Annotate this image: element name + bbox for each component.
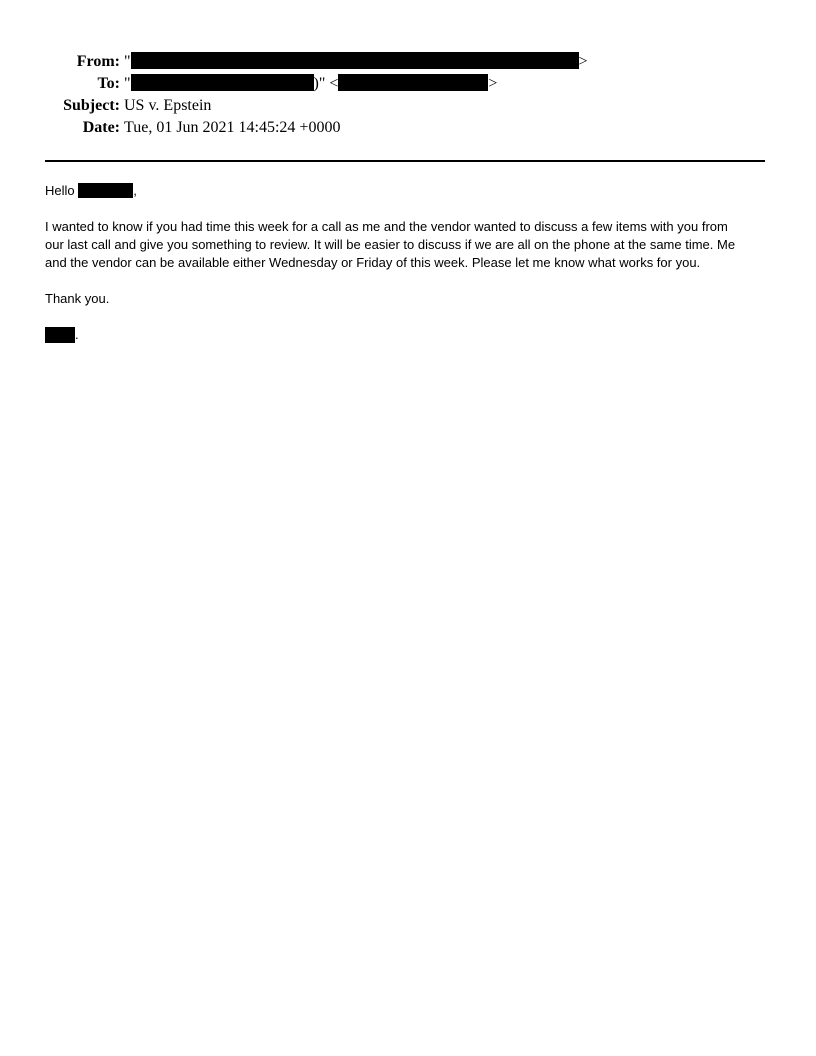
redaction-box — [338, 74, 488, 91]
date-value: Tue, 01 Jun 2021 14:45:24 +0000 — [124, 119, 341, 136]
to-prefix: " — [124, 75, 131, 92]
message-paragraph — [45, 218, 775, 272]
greeting — [45, 182, 775, 200]
subject-value: US v. Epstein — [124, 97, 212, 114]
redaction-box — [131, 52, 579, 69]
from-value — [124, 52, 588, 72]
signature — [45, 326, 775, 344]
to-value — [124, 74, 497, 94]
message-body — [45, 182, 775, 344]
signature-period: . — [75, 327, 79, 342]
redaction-box — [45, 327, 75, 343]
greeting-comma: , — [133, 183, 137, 198]
paragraph-line: I wanted to know if you had time this week for a call as me and the vendor wanted to discuss a few items with you from — [45, 219, 728, 234]
paragraph-line: our last call and give you something to review. It will be easier to discuss if we are all on the phone at the same time. Me — [45, 237, 736, 252]
subject-label: Subject: — [63, 97, 120, 114]
subject-row — [0, 96, 816, 116]
date-label: Date: — [82, 119, 120, 136]
paragraph-line: and the vendor can be available either Wednesday or Friday of this week. Please let me know what works for you. — [45, 255, 701, 270]
greeting-text: Hello — [45, 183, 75, 198]
header-divider — [45, 160, 765, 162]
from-label: From: — [76, 53, 120, 70]
to-row — [0, 74, 816, 94]
redaction-box — [78, 183, 133, 198]
from-row — [0, 52, 816, 72]
from-suffix: > — [578, 53, 588, 70]
closing: Thank you. — [45, 291, 110, 306]
date-row — [0, 118, 816, 138]
to-middle: )" < — [313, 75, 339, 92]
from-prefix: " — [124, 53, 131, 70]
to-label: To: — [97, 75, 120, 92]
to-suffix: > — [488, 75, 498, 92]
redaction-box — [131, 74, 314, 91]
